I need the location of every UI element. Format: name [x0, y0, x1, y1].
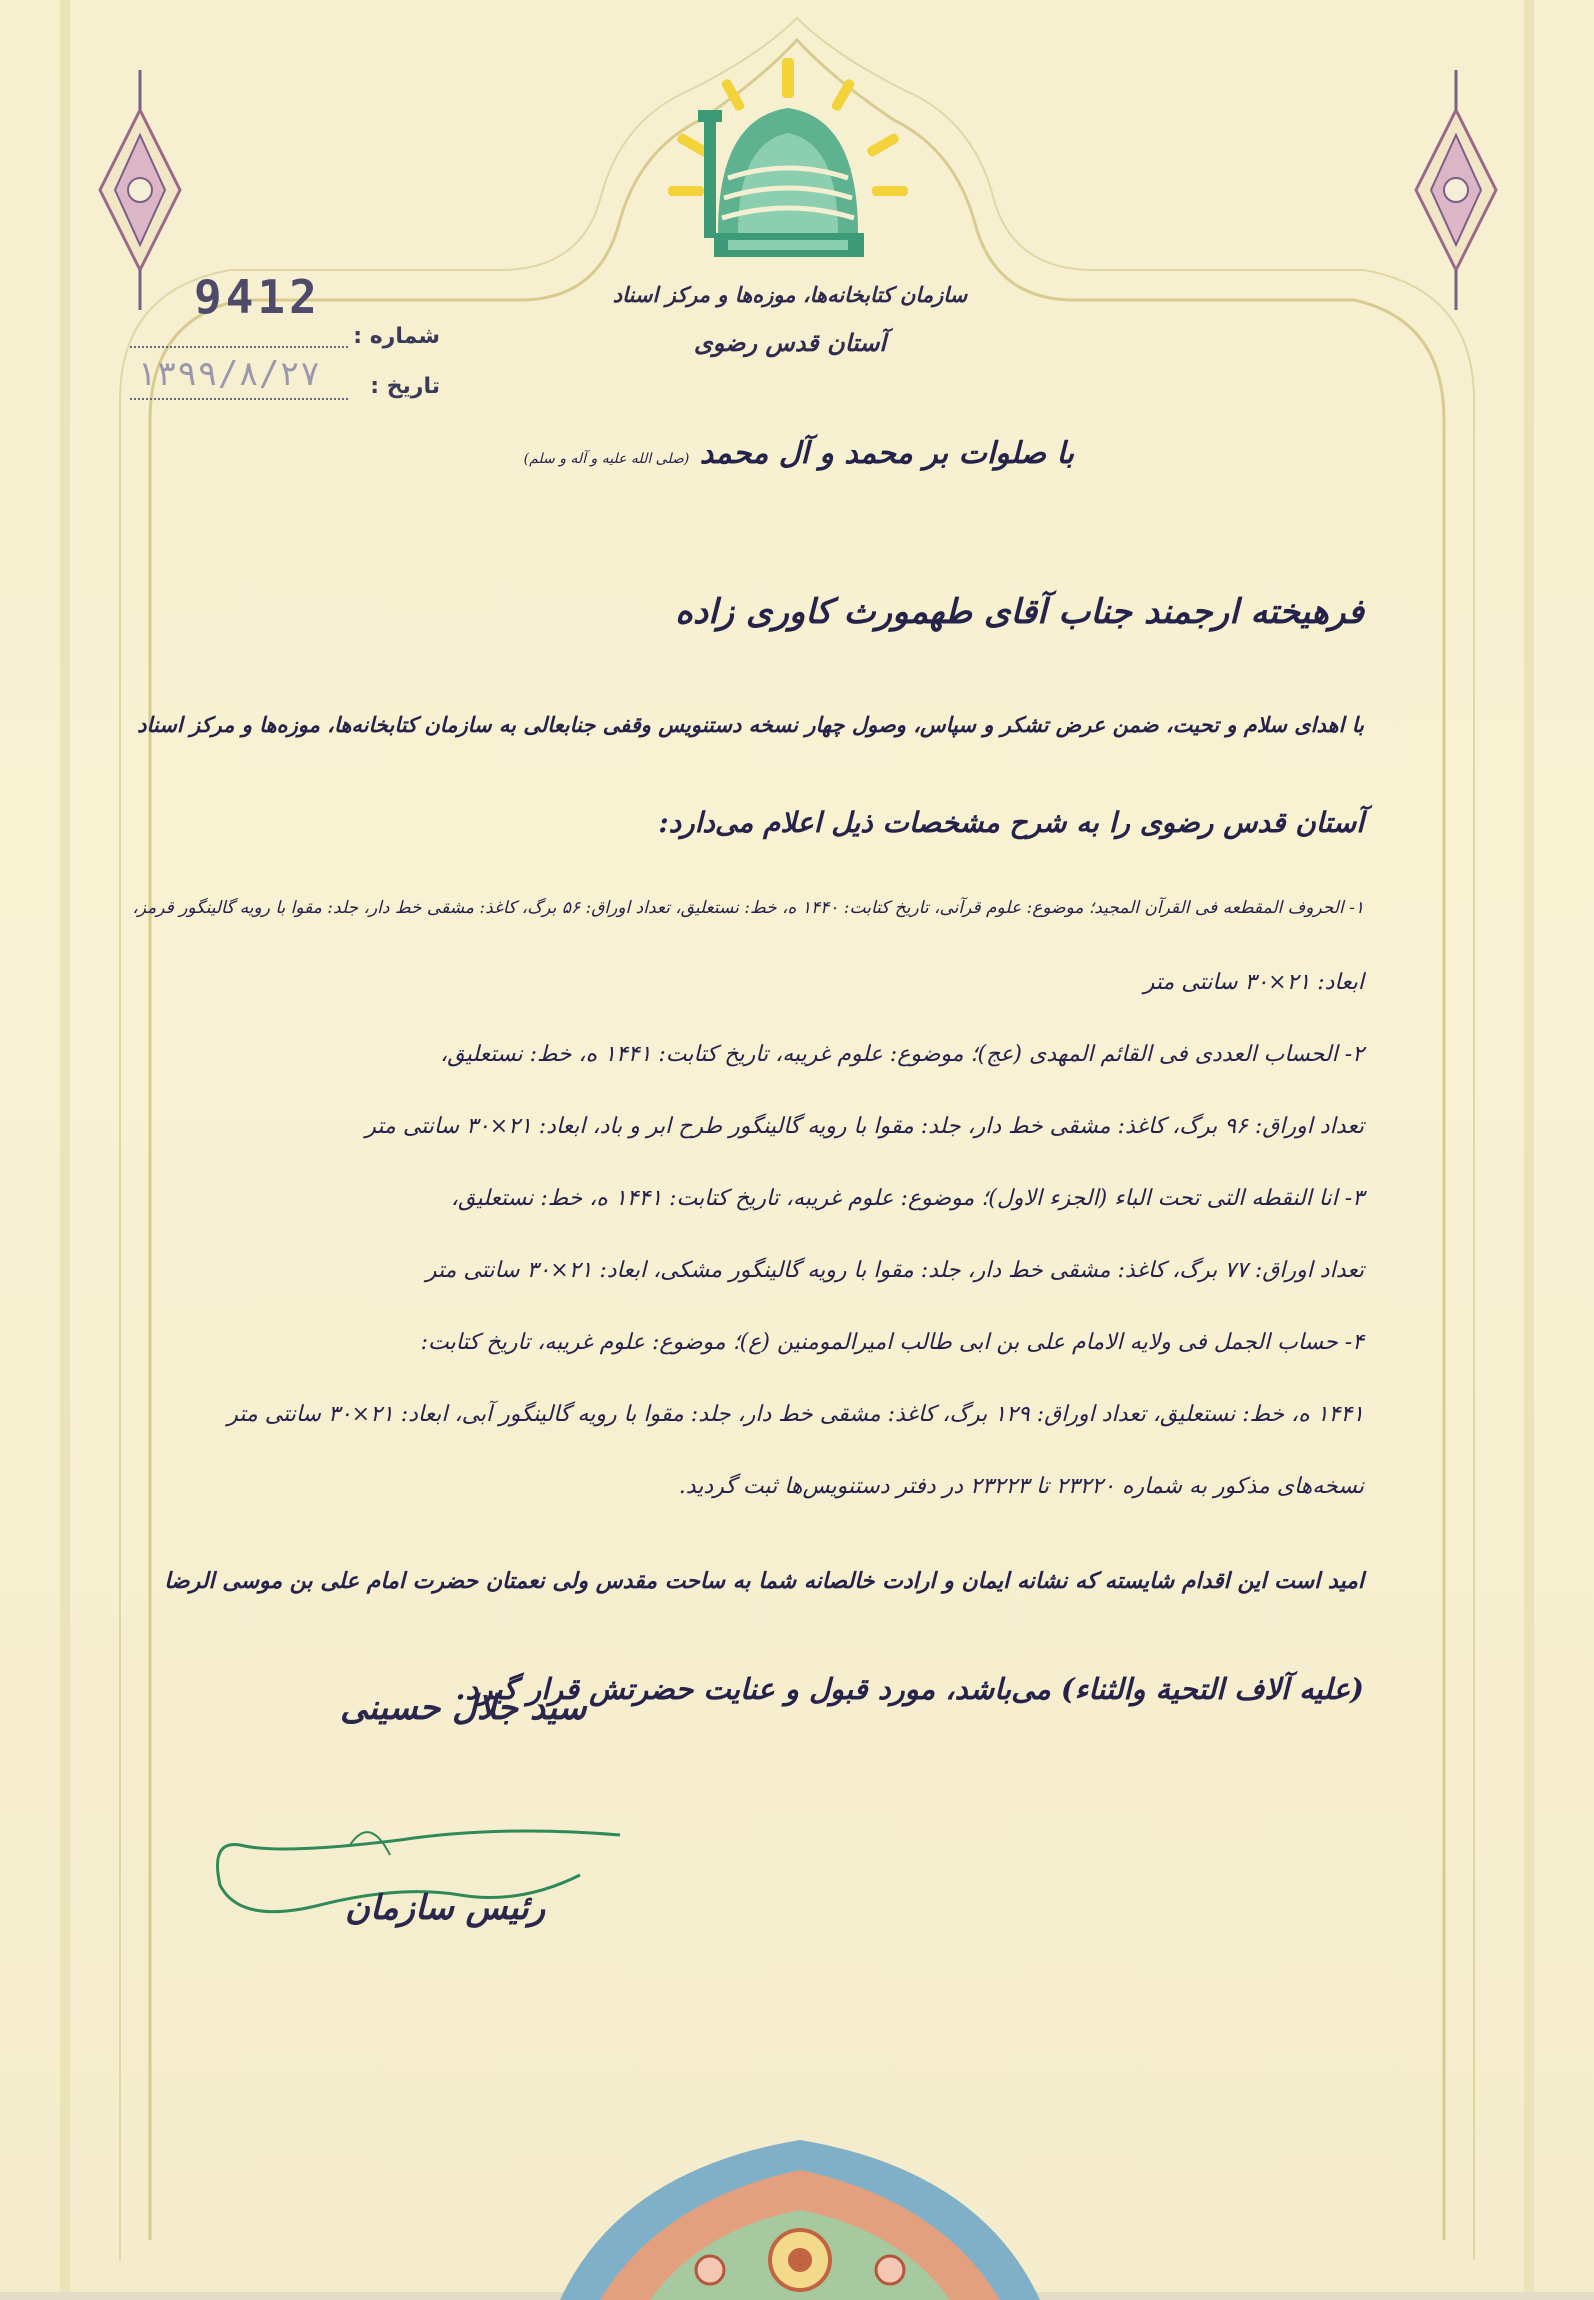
number-dotted-line [130, 346, 348, 348]
item-4-line-2: ۱۴۴۱ ه، خط: نستعلیق، تعداد اوراق: ۱۲۹ برگ، کاغذ: مشقی خط دار، جلد: مقوا با رویه گالینگور آبی، ابعاد: ۲۱×۳۰ سانتی متر [227, 1402, 1364, 1427]
bottom-floral-ornament-icon [560, 2130, 1040, 2300]
item-3-line-1: ۳- انا النقطه التی تحت الباء (الجزء الاول)؛ موضوع: علوم غریبه، تاریخ کتابت: ۱۴۴۱ ه، خط: نستعلیق، [451, 1186, 1364, 1211]
item-3-line-2: تعداد اوراق: ۷۷ برگ، کاغذ: مشقی خط دار، جلد: مقوا با رویه گالینگور مشکی، ابعاد: ۲۱×۳۰ سانتی متر [425, 1258, 1364, 1283]
reference-block [120, 258, 440, 418]
closing-line-1: امید است این اقدام شایسته که نشانه ایمان و ارادت خالصانه شما به ساحت مقدس ولی نعمتان حضرت امام علی بن موسی الرضا [164, 1568, 1364, 1594]
item-2-line-2: تعداد اوراق: ۹۶ برگ، کاغذ: مشقی خط دار، جلد: مقوا با رویه گالینگور طرح ابر و باد، ابعاد: ۲۱×۳۰ سانتی متر [365, 1114, 1364, 1139]
item-1-line-1: ۱- الحروف المقطعه فی القرآن المجید؛ موضوع: علوم قرآنی، تاریخ کتابت: ۱۴۴۰ ه، خط: نستعلیق، تعداد اوراق: ۵۶ برگ، کاغذ: مشقی خط دار، جلد: مقوا با رویه گالینگور قرمز، [132, 898, 1364, 918]
shrine-logo-icon [668, 58, 908, 288]
institution-name: آستان قدس رضوی [693, 328, 887, 357]
body-paragraph-line-1: با اهدای سلام و تحیت، ضمن عرض تشکر و سپاس، وصول چهار نسخه دستنویس وقفی جنابعالی به سازمان کتابخانه‌ها، موزه‌ها و مرکز اسناد [137, 712, 1364, 737]
salutation [524, 436, 1074, 471]
body-paragraph-line-2: آستان قدس رضوی را به شرح مشخصات ذیل اعلام می‌دارد: [658, 806, 1364, 839]
reference-date: ۱۳۹۹/۸/۲۷ [136, 354, 321, 394]
signatory-title: رئیس سازمان [345, 1888, 546, 1928]
registration-note: نسخه‌های مذکور به شماره ۲۳۲۲۰ تا ۲۳۲۲۳ در دفتر دستنویس‌ها ثبت گردید. [678, 1474, 1364, 1499]
recipient-line: فرهیخته ارجمند جناب آقای طهمورث کاوری زاده [675, 592, 1364, 632]
reference-number: 9412 [194, 270, 321, 324]
date-dotted-line [130, 398, 348, 400]
salutation-honorific: (صلی الله علیه و آله و سلم) [523, 451, 690, 467]
item-4-line-1: ۴- حساب الجمل فی ولایه الامام علی بن ابی طالب امیرالمومنین (ع)؛ موضوع: علوم غریبه، تاریخ کتابت: [420, 1330, 1364, 1355]
right-corner-ornament-icon [1416, 70, 1496, 310]
number-label: شماره : [353, 324, 440, 349]
closing-line-2: (علیه آلاف التحیة والثناء) می‌باشد، مورد قبول و عنایت حضرتش قرار گیرد. [455, 1672, 1364, 1706]
item-1-line-2: ابعاد: ۲۱×۳۰ سانتی متر [1143, 970, 1364, 995]
item-2-line-1: ۲- الحساب العددی فی القائم المهدی (عج)؛ موضوع: علوم غریبه، تاریخ کتابت: ۱۴۴۱ ه، خط: نستعلیق، [440, 1042, 1364, 1067]
signatory-name: سید جلال حسینی [340, 1688, 587, 1728]
date-label: تاریخ : [370, 374, 440, 399]
organization-name: سازمان کتابخانه‌ها، موزه‌ها و مرکز اسناد [612, 282, 968, 307]
salutation-main: با صلوات بر محمد و آل محمد [699, 436, 1074, 471]
